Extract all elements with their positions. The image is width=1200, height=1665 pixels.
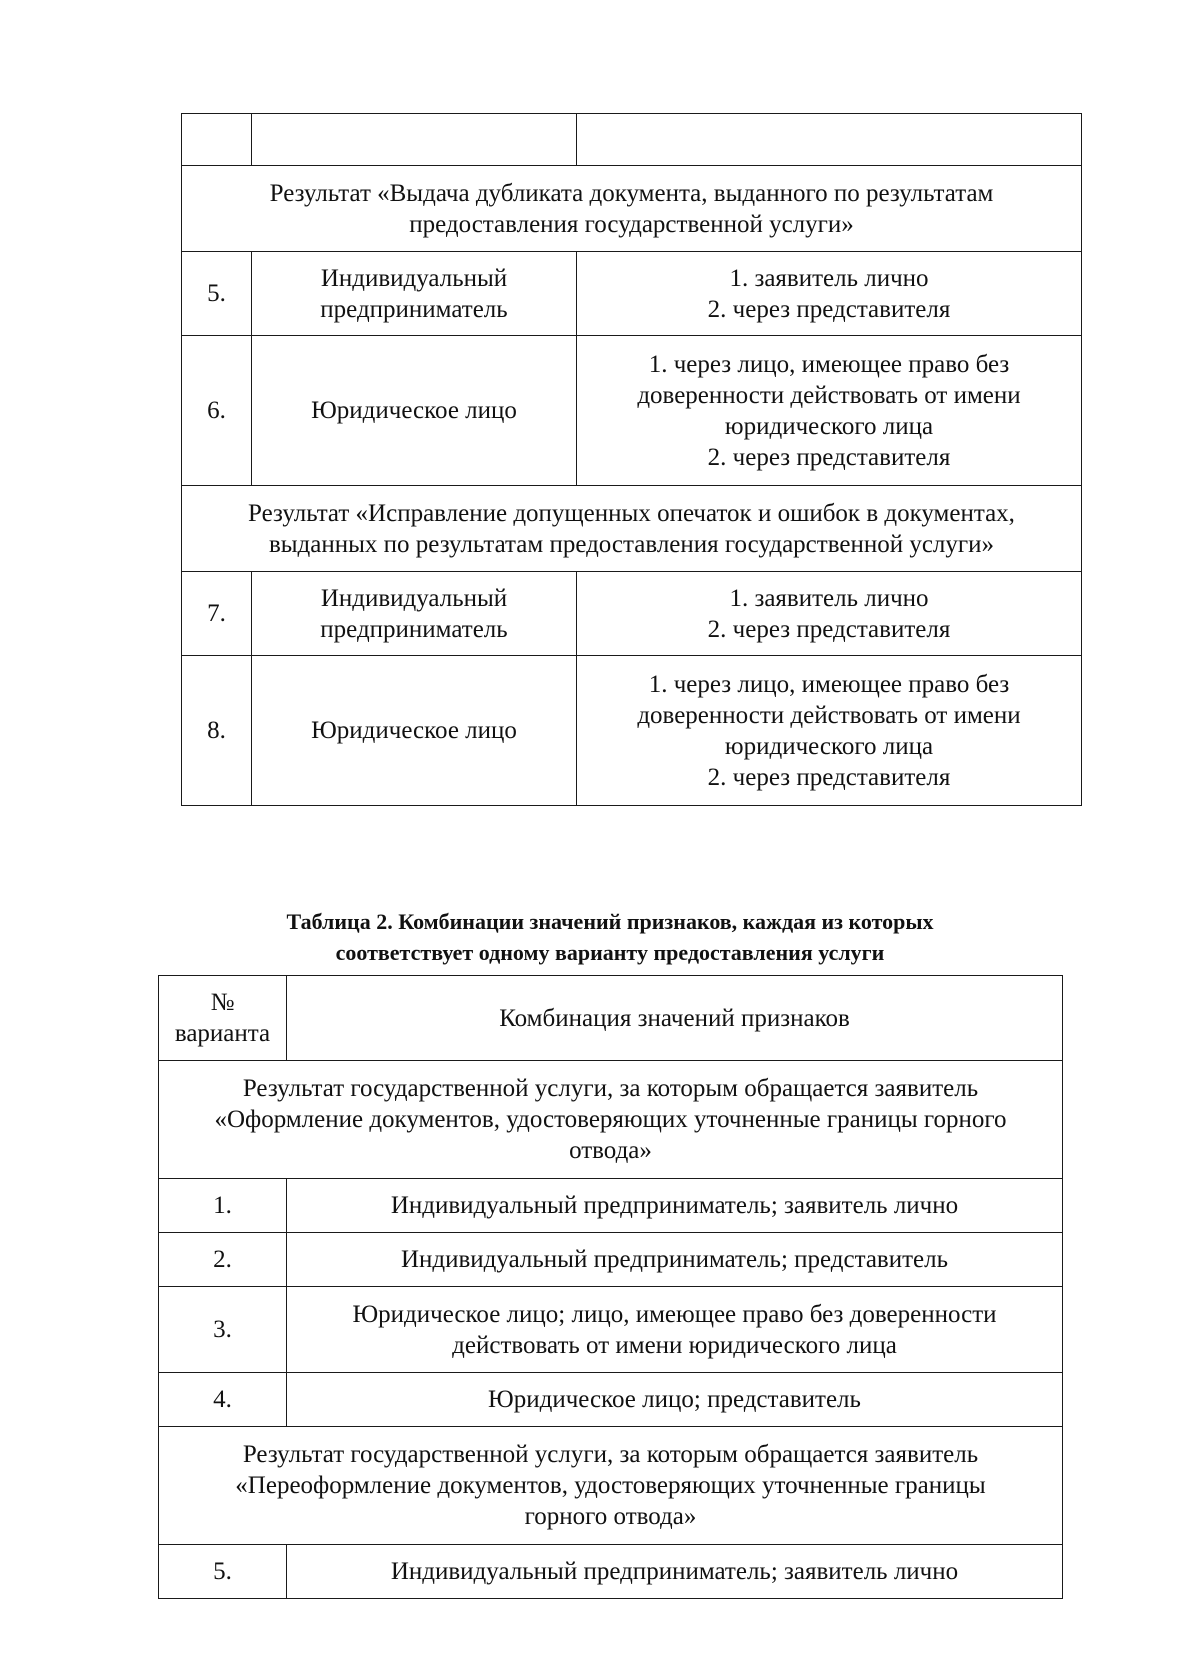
- section-title: Результат «Исправление допущенных опечаток и ошибок в документах, выданных по результатам предоставления государственной услуги»: [182, 486, 1082, 572]
- variant-number: 3.: [159, 1287, 287, 1373]
- table-cell: [182, 114, 252, 166]
- section-title: Результат государственной услуги, за которым обращается заявитель «Оформление документов, удостоверяющих уточненные границы горного отвода»: [159, 1061, 1063, 1179]
- table-header-row: [159, 976, 1063, 1061]
- section-row: [182, 486, 1082, 572]
- section-row: [159, 1061, 1063, 1179]
- application-method: 1. через лицо, имеющее право без доверенности действовать от имени юридического лица 2. через представителя: [577, 656, 1082, 806]
- table-row: [182, 336, 1082, 486]
- application-method: 1. через лицо, имеющее право без доверенности действовать от имени юридического лица 2. через представителя: [577, 336, 1082, 486]
- section-row: [182, 166, 1082, 252]
- section-title: Результат «Выдача дубликата документа, выданного по результатам предоставления государственной услуги»: [182, 166, 1082, 252]
- header-combination: Комбинация значений признаков: [287, 976, 1063, 1061]
- variant-number: 4.: [159, 1373, 287, 1427]
- table-row: [159, 1545, 1063, 1599]
- applicant-category: Индивидуальный предприниматель: [252, 572, 577, 656]
- table-row: [159, 1233, 1063, 1287]
- variant-combination: Индивидуальный предприниматель; заявитель лично: [287, 1179, 1063, 1233]
- variant-number: 5.: [159, 1545, 287, 1599]
- applicant-category: Юридическое лицо: [252, 336, 577, 486]
- row-number: 7.: [182, 572, 252, 656]
- section-title: Результат государственной услуги, за которым обращается заявитель «Переоформление документов, удостоверяющих уточненные границы горного отвода»: [159, 1427, 1063, 1545]
- variant-number: 2.: [159, 1233, 287, 1287]
- row-number: 8.: [182, 656, 252, 806]
- application-method: 1. заявитель лично 2. через представителя: [577, 252, 1082, 336]
- row-number: 5.: [182, 252, 252, 336]
- table-row: [182, 252, 1082, 336]
- table-row: [182, 572, 1082, 656]
- table-cell: [577, 114, 1082, 166]
- variant-number: 1.: [159, 1179, 287, 1233]
- table-row: [159, 1287, 1063, 1373]
- variant-combination: Индивидуальный предприниматель; заявитель лично: [287, 1545, 1063, 1599]
- row-number: 6.: [182, 336, 252, 486]
- table-row: [159, 1373, 1063, 1427]
- applicant-category: Индивидуальный предприниматель: [252, 252, 577, 336]
- header-variant-number: № варианта: [159, 976, 287, 1061]
- variant-combination: Юридическое лицо; представитель: [287, 1373, 1063, 1427]
- table-cell: [252, 114, 577, 166]
- applicant-category: Юридическое лицо: [252, 656, 577, 806]
- table-row-empty: [182, 114, 1082, 166]
- application-method: 1. заявитель лично 2. через представителя: [577, 572, 1082, 656]
- table-row: [159, 1179, 1063, 1233]
- table-row: [182, 656, 1082, 806]
- table-2: [158, 975, 1063, 1599]
- variant-combination: Юридическое лицо; лицо, имеющее право без доверенности действовать от имени юридического лица: [287, 1287, 1063, 1373]
- section-row: [159, 1427, 1063, 1545]
- table-1: [181, 113, 1082, 806]
- variant-combination: Индивидуальный предприниматель; представитель: [287, 1233, 1063, 1287]
- table-2-caption: Таблица 2. Комбинации значений признаков, каждая из которых соответствует одному варианту предоставления услуги: [286, 909, 934, 965]
